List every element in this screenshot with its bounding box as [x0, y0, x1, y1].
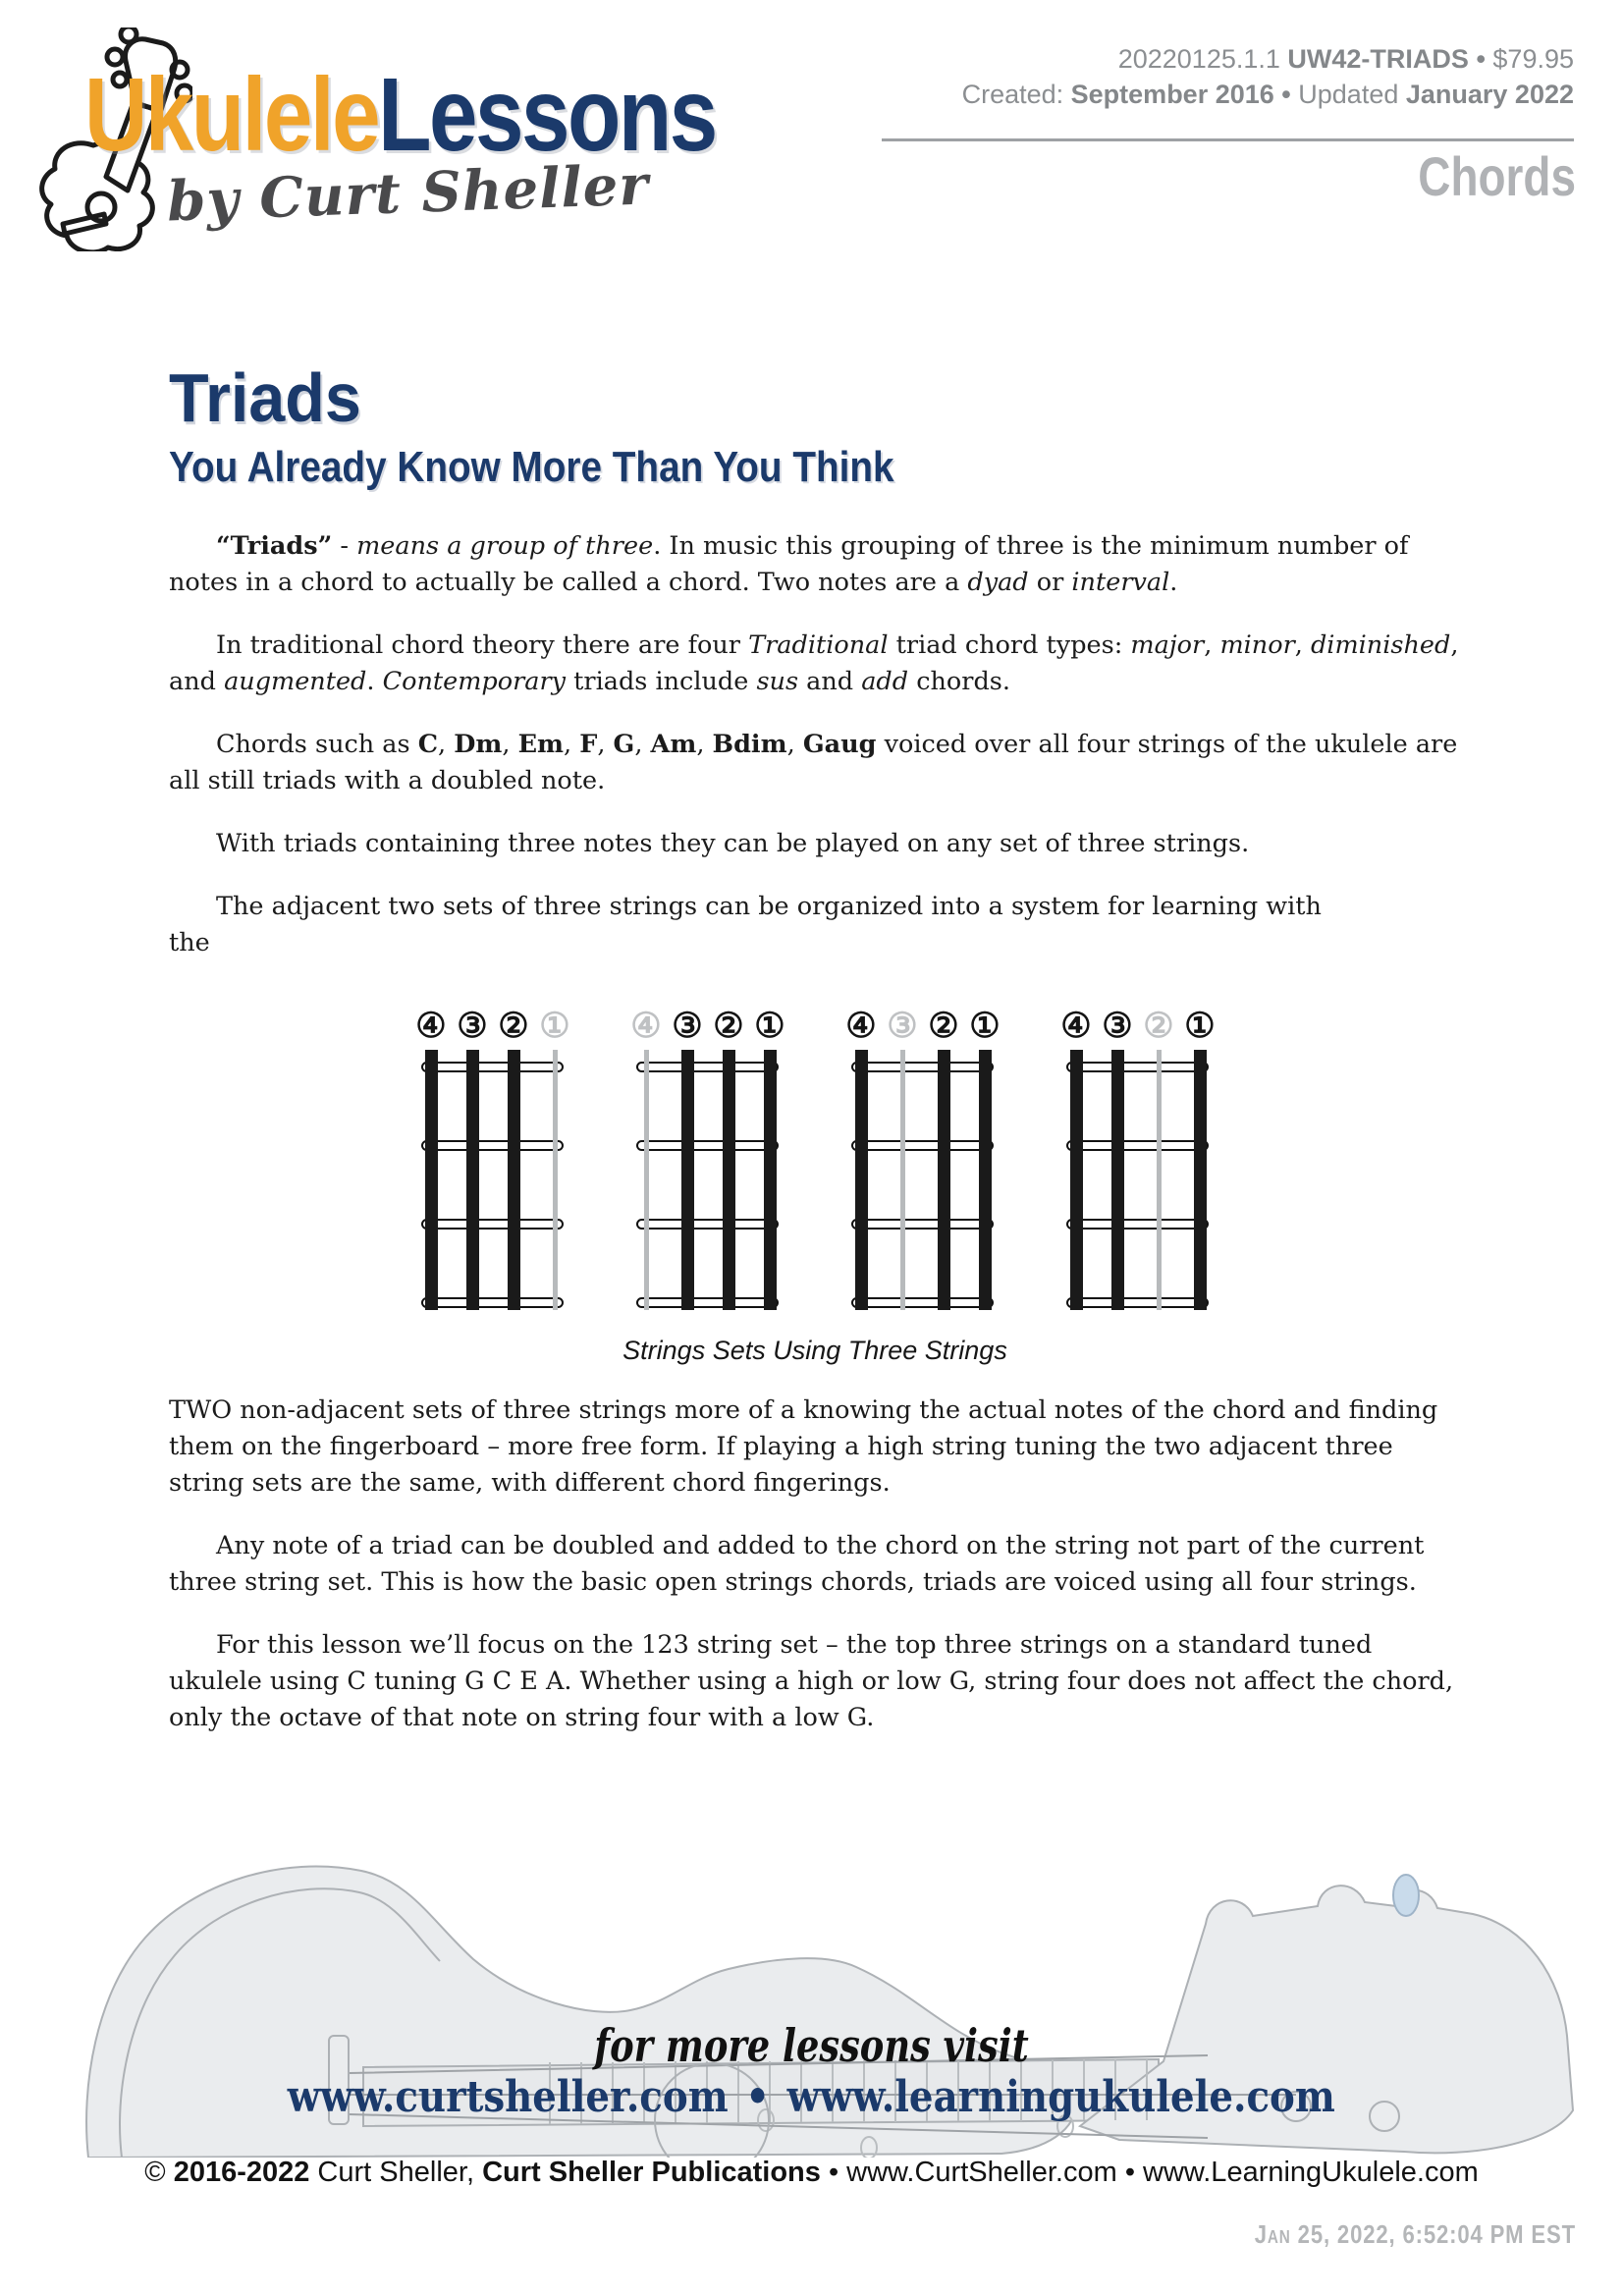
- curtsheller-link[interactable]: www.curtsheller.com: [287, 2072, 729, 2122]
- active-string: [425, 1050, 438, 1310]
- fret-bar: [636, 1297, 779, 1308]
- paragraph: TWO non-adjacent sets of three strings more of a knowing the actual notes of the chord and finding them on the fingerboard – more free form. If playing a high string tuning the two adjacent three string sets are the same, with different chord fingerings.: [169, 1395, 1438, 1498]
- logo-byline: by Curt Sheller: [165, 152, 650, 235]
- footer-links: [0, 2072, 1623, 2122]
- meta-line-1: [962, 41, 1574, 77]
- logo-word-ukulele: Ukulele: [84, 57, 379, 173]
- meta-bullet: •: [1281, 80, 1291, 109]
- fret-bar: [1066, 1219, 1209, 1230]
- category-label: Chords: [1418, 145, 1576, 207]
- paragraph: The adjacent two sets of three strings can be organized into a system for learning with the: [169, 892, 1322, 957]
- updated-date: January 2022: [1405, 80, 1574, 109]
- string-number-label: ③: [887, 1006, 918, 1046]
- created-label: Created:: [961, 80, 1064, 109]
- fret-bar: [851, 1062, 994, 1072]
- active-string: [466, 1050, 479, 1310]
- active-string: [1111, 1050, 1124, 1310]
- paragraph: For this lesson we’ll focus on the 123 string set – the top three strings on a standard tuned ukulele using C tuning G C E A. Whether using a high or low G, string four does not affect the chord, only the octave of that note on string four with a low G.: [169, 1630, 1454, 1732]
- fret-bar: [1066, 1297, 1209, 1308]
- fret-bar: [1066, 1062, 1209, 1072]
- logo-word-lessons: Lessons: [378, 57, 716, 173]
- inactive-string: [1157, 1050, 1162, 1310]
- visit-tagline: for more lessons visit: [594, 2019, 1029, 2072]
- doc-sku: UW42-TRIADS: [1287, 44, 1469, 74]
- fretboard: [424, 1050, 561, 1310]
- active-string: [979, 1050, 992, 1310]
- generated-timestamp: Jan 25, 2022, 6:52:04 PM EST: [1254, 2219, 1576, 2249]
- fret-bar: [421, 1297, 564, 1308]
- string-number-label: ④: [1060, 1006, 1092, 1046]
- fret-bar: [421, 1219, 564, 1230]
- created-date: September 2016: [1070, 80, 1274, 109]
- logo: [84, 57, 836, 173]
- string-number-label: ②: [1143, 1006, 1174, 1046]
- string-number-label: ③: [457, 1006, 488, 1046]
- string-set-figure: [169, 1006, 1461, 1366]
- string-set-diagram: [630, 1006, 785, 1310]
- string-set-diagram: [415, 1006, 570, 1310]
- paragraphs-before: [169, 528, 1461, 961]
- meta-line-2: [962, 77, 1574, 112]
- active-string: [681, 1050, 694, 1310]
- fret-bar: [851, 1219, 994, 1230]
- fret-bar: [636, 1140, 779, 1151]
- active-string: [764, 1050, 777, 1310]
- page-title: Triads: [169, 359, 361, 436]
- string-number-label: ③: [672, 1006, 703, 1046]
- active-string: [508, 1050, 520, 1310]
- fret-bar: [636, 1219, 779, 1230]
- string-number-label: ④: [845, 1006, 877, 1046]
- paragraph: With triads containing three notes they can be played on any set of three strings.: [216, 829, 1250, 858]
- figure-caption: Strings Sets Using Three Strings: [622, 1336, 1007, 1365]
- fret-bar: [1066, 1140, 1209, 1151]
- paragraph: “Triads” - means a group of three. In music this grouping of three is the minimum number of notes in a chord to actually be called a chord. Two notes are a dyad or interval.: [169, 531, 1409, 597]
- active-string: [1194, 1050, 1207, 1310]
- paragraph: In traditional chord theory there are four Traditional triad chord types: major, minor, diminished, and augmented. Contemporary triads include sus and add chords.: [169, 630, 1459, 696]
- document-meta: [962, 41, 1574, 112]
- fret-bar: [851, 1297, 994, 1308]
- active-string: [938, 1050, 950, 1310]
- string-number-label: ④: [415, 1006, 447, 1046]
- fret-bar: [851, 1140, 994, 1151]
- fretboard: [854, 1050, 991, 1310]
- string-number-labels: [415, 1006, 570, 1046]
- updated-label: Updated: [1298, 80, 1399, 109]
- active-string: [855, 1050, 868, 1310]
- page-subtitle: You Already Know More Than You Think: [169, 443, 894, 491]
- paragraph: Any note of a triad can be doubled and added to the chord on the string not part of the current three string set. This is how the basic open strings chords, triads are voiced using all four strings.: [169, 1531, 1425, 1597]
- fret-bar: [421, 1140, 564, 1151]
- inactive-string: [644, 1050, 649, 1310]
- inactive-string: [553, 1050, 558, 1310]
- header-divider: [882, 138, 1574, 141]
- doc-price: $79.95: [1492, 44, 1574, 74]
- string-number-label: ①: [1184, 1006, 1216, 1046]
- string-number-labels: [1060, 1006, 1216, 1046]
- doc-version: 20220125.1.1: [1117, 44, 1280, 74]
- fret-bar: [421, 1062, 564, 1072]
- string-set-diagram: [845, 1006, 1001, 1310]
- string-number-label: ②: [928, 1006, 959, 1046]
- string-number-label: ③: [1102, 1006, 1133, 1046]
- string-number-labels: [630, 1006, 785, 1046]
- string-set-diagrams: [169, 1006, 1461, 1310]
- link-separator-bullet: •: [745, 2072, 771, 2122]
- paragraph: Chords such as C, Dm, Em, F, G, Am, Bdim, Gaug voiced over all four strings of the ukulele are all still triads with a doubled note.: [169, 730, 1458, 795]
- string-number-label: ①: [754, 1006, 785, 1046]
- active-string: [1070, 1050, 1083, 1310]
- string-number-label: ②: [498, 1006, 529, 1046]
- string-set-diagram: [1060, 1006, 1216, 1310]
- paragraphs-after: [169, 1393, 1461, 1736]
- string-number-label: ②: [713, 1006, 744, 1046]
- fretboard: [1069, 1050, 1206, 1310]
- fret-bar: [636, 1062, 779, 1072]
- copyright-line: © 2016-2022 Curt Sheller, Curt Sheller Publications • www.CurtSheller.com • www.LearningUkulele.com: [144, 2157, 1479, 2188]
- string-number-label: ①: [539, 1006, 570, 1046]
- inactive-string: [900, 1050, 905, 1310]
- learningukulele-link[interactable]: www.learningukulele.com: [786, 2072, 1336, 2122]
- active-string: [723, 1050, 735, 1310]
- string-number-labels: [845, 1006, 1001, 1046]
- meta-bullet: •: [1476, 44, 1486, 74]
- string-number-label: ①: [969, 1006, 1001, 1046]
- lesson-content: [169, 359, 1461, 1736]
- fretboard: [639, 1050, 776, 1310]
- string-number-label: ④: [630, 1006, 662, 1046]
